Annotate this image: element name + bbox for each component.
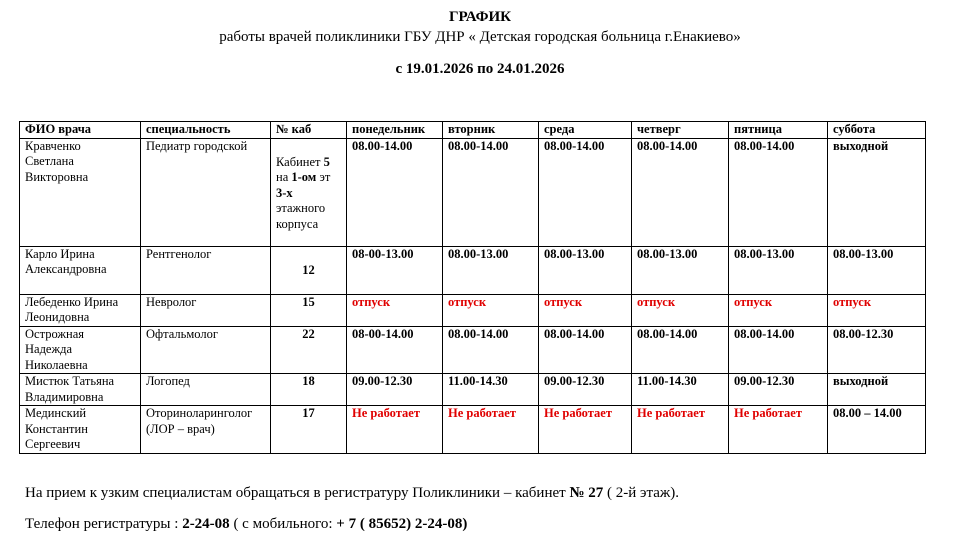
- hours-friday: 09.00-12.30: [729, 374, 828, 406]
- room-text: этажного корпуса: [276, 201, 326, 231]
- hours-tuesday: 08.00-14.00: [443, 138, 539, 246]
- column-header-name: ФИО врача: [20, 122, 141, 139]
- table-row: [20, 138, 926, 246]
- table-header-row: [20, 122, 926, 139]
- room-floor: 1-ом: [291, 170, 317, 184]
- registry-phone-number: 2-24-08: [182, 516, 230, 532]
- schedule-period: с 19.01.2026 по 24.01.2026: [395, 61, 565, 77]
- hours-wednesday: 09.00-12.30: [539, 374, 632, 406]
- hours-friday: Не работает: [729, 406, 828, 454]
- table-row: [20, 246, 926, 294]
- hours-wednesday: 08.00-13.00: [539, 246, 632, 294]
- column-header-saturday: суббота: [828, 122, 926, 139]
- column-header-monday: понедельник: [347, 122, 443, 139]
- table-row: [20, 374, 926, 406]
- hours-monday: 08-00-14.00: [347, 326, 443, 374]
- hours-monday: Не работает: [347, 406, 443, 454]
- specialty-line: Педиатр городской: [146, 138, 248, 153]
- hours-saturday: 08.00 – 14.00: [828, 406, 926, 454]
- hours-monday: отпуск: [347, 294, 443, 326]
- specialty-line: Оториноларинголог: [146, 406, 253, 420]
- room-text: Кабинет: [276, 154, 324, 169]
- doctor-name-line: Кравченко: [25, 138, 81, 153]
- doctor-name-line: Владимировна: [25, 389, 104, 404]
- doctor-name-line: Светлана: [25, 154, 74, 168]
- room-number: 5: [323, 154, 330, 169]
- specialty-cell: [141, 246, 271, 294]
- specialty-line: Невролог: [146, 294, 197, 309]
- hours-saturday: 08.00-12.30: [828, 326, 926, 374]
- column-header-friday: пятница: [729, 122, 828, 139]
- hours-friday: 08.00-13.00: [729, 246, 828, 294]
- registry-note: [25, 484, 679, 502]
- hours-monday: 08.00-14.00: [347, 138, 443, 246]
- schedule-table: [19, 121, 926, 454]
- hours-wednesday: отпуск: [539, 294, 632, 326]
- registry-cabinet-number: № 27: [569, 485, 604, 501]
- doctor-name-line: Мединский: [25, 406, 87, 420]
- doctor-name-line: Александровна: [25, 262, 107, 276]
- doctor-name-line: Николаевна: [25, 357, 88, 372]
- doctor-name-line: Константин: [25, 421, 88, 436]
- schedule-title: ГРАФИК: [448, 9, 512, 25]
- doctor-name-line: Сергеевич: [25, 437, 81, 451]
- hours-saturday: выходной: [828, 138, 926, 246]
- hours-thursday: Не работает: [632, 406, 729, 454]
- hours-wednesday: Не работает: [539, 406, 632, 454]
- registry-note-text: На прием к узким специалистам обращаться в регистратуру Поликлиники – кабинет: [25, 485, 570, 501]
- hours-wednesday: 08.00-14.00: [539, 326, 632, 374]
- specialty-cell: [141, 326, 271, 374]
- hours-thursday: 11.00-14.30: [632, 374, 729, 406]
- room-cell: 22: [271, 326, 347, 374]
- room-cell: 17: [271, 406, 347, 454]
- hours-tuesday: 11.00-14.30: [443, 374, 539, 406]
- hours-saturday: выходной: [828, 374, 926, 406]
- doctor-name-line: Викторовна: [25, 169, 89, 184]
- registry-phone: [25, 515, 467, 533]
- hours-tuesday: Не работает: [443, 406, 539, 454]
- hours-thursday: 08.00-14.00: [632, 138, 729, 246]
- hours-tuesday: отпуск: [443, 294, 539, 326]
- doctor-name-cell: [20, 406, 141, 454]
- room-text: эт: [316, 170, 331, 184]
- hours-thursday: 08.00-14.00: [632, 326, 729, 374]
- table-row: [20, 326, 926, 374]
- column-header-tuesday: вторник: [443, 122, 539, 139]
- doctor-name-cell: [20, 246, 141, 294]
- hours-monday: 08-00-13.00: [347, 246, 443, 294]
- hours-thursday: отпуск: [632, 294, 729, 326]
- column-header-specialty: специальность: [141, 122, 271, 139]
- specialty-line: (ЛОР – врач): [146, 421, 215, 436]
- specialty-line: Рентгенолог: [146, 246, 212, 261]
- hours-friday: отпуск: [729, 294, 828, 326]
- doctor-name-cell: [20, 294, 141, 326]
- room-cell: 12: [271, 246, 347, 294]
- hours-saturday: отпуск: [828, 294, 926, 326]
- specialty-cell: [141, 294, 271, 326]
- specialty-cell: [141, 138, 271, 246]
- doctor-name-line: Мистюк Татьяна: [25, 374, 115, 388]
- table-row: [20, 406, 926, 454]
- hours-tuesday: 08.00-13.00: [443, 246, 539, 294]
- table-row: [20, 294, 926, 326]
- room-cell: 18: [271, 374, 347, 406]
- doctor-name-line: Надежда: [25, 342, 73, 356]
- doctor-name-line: Лебеденко Ирина: [25, 294, 119, 309]
- registry-phone-mid: ( с мобильного:: [229, 516, 337, 532]
- column-header-thursday: четверг: [632, 122, 729, 139]
- doctor-name-cell: [20, 326, 141, 374]
- doctor-name-cell: [20, 374, 141, 406]
- specialty-cell: [141, 374, 271, 406]
- registry-note-floor: ( 2-й этаж).: [603, 485, 679, 501]
- doctor-name-line: Леонидовна: [25, 310, 90, 324]
- schedule-subtitle: работы врачей поликлиники ГБУ ДНР « Детская городская больница г.Енакиево»: [219, 29, 741, 45]
- doctor-name-cell: [20, 138, 141, 246]
- room-cell: 15: [271, 294, 347, 326]
- column-header-wednesday: среда: [539, 122, 632, 139]
- registry-phone-label: Телефон регистратуры :: [25, 516, 183, 532]
- doctor-name-line: Карло Ирина: [25, 246, 95, 261]
- hours-friday: 08.00-14.00: [729, 326, 828, 374]
- registry-mobile-number: + 7 ( 85652) 2-24-08): [336, 516, 468, 532]
- doctor-name-line: Острожная: [25, 326, 85, 341]
- room-building: 3-х: [276, 185, 293, 200]
- hours-thursday: 08.00-13.00: [632, 246, 729, 294]
- specialty-line: Логопед: [146, 374, 190, 388]
- hours-tuesday: 08.00-14.00: [443, 326, 539, 374]
- hours-friday: 08.00-14.00: [729, 138, 828, 246]
- room-cell: [271, 138, 347, 246]
- hours-monday: 09.00-12.30: [347, 374, 443, 406]
- specialty-cell: [141, 406, 271, 454]
- hours-wednesday: 08.00-14.00: [539, 138, 632, 246]
- hours-saturday: 08.00-13.00: [828, 246, 926, 294]
- specialty-line: Офтальмолог: [146, 326, 218, 341]
- column-header-room: № каб: [271, 122, 347, 139]
- room-text: на: [276, 170, 292, 184]
